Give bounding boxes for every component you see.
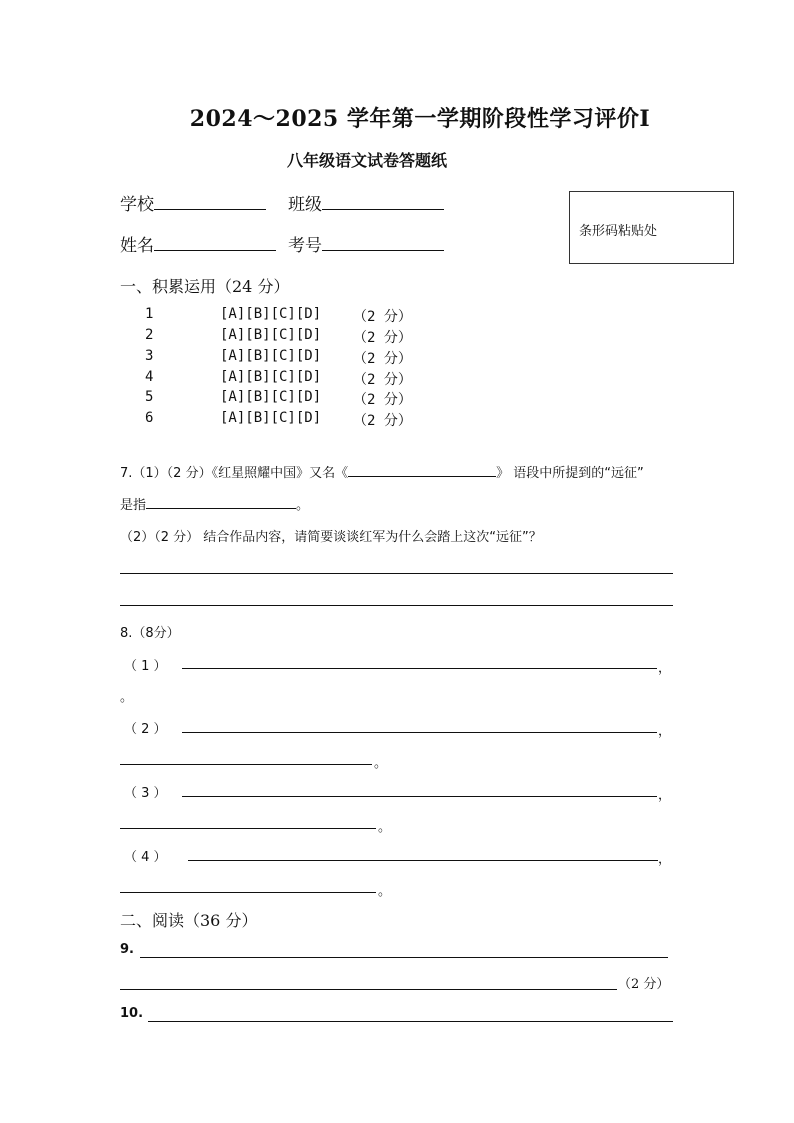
q9-label: 9.	[120, 942, 134, 957]
page-subtitle: 八年级语文试卷答题纸	[287, 151, 448, 170]
q7-prefix: 7.（1）（2 分）《红星照耀中国》又名《	[120, 466, 349, 481]
mc-number: 6	[145, 410, 154, 426]
q7-suffix: 》 语段中所提到的“远征”	[496, 466, 644, 481]
mc-number: 3	[145, 348, 154, 364]
q8-answer-line[interactable]	[120, 828, 376, 829]
q7-line2-prefix: 是指	[120, 498, 147, 513]
school-field	[120, 190, 266, 215]
barcode-box	[569, 191, 734, 264]
exam-no-label: 考号	[288, 236, 322, 256]
mc-options[interactable]: [A][B][C][D]	[220, 389, 322, 405]
q8-item-number: （ 3 ）	[124, 786, 167, 801]
q8-end-mark: 。	[120, 690, 134, 705]
mc-row[interactable]	[145, 306, 412, 325]
q8-item-number: （ 2 ）	[124, 722, 167, 737]
page-title: 2024～2025 学年第一学期阶段性学习评价Ⅰ	[189, 106, 651, 132]
q8-answer-line[interactable]	[120, 892, 376, 893]
class-input-line[interactable]	[322, 193, 444, 210]
mc-row[interactable]	[145, 327, 412, 346]
mc-points: （2 分）	[353, 392, 412, 408]
q8-item-number: （ 4 ）	[124, 850, 167, 865]
q8-answer-line[interactable]	[120, 764, 372, 765]
mc-row[interactable]	[145, 369, 412, 388]
barcode-label: 条形码粘贴处	[579, 224, 658, 239]
mc-points: （2 分）	[353, 413, 412, 429]
exam-no-input-line[interactable]	[322, 234, 444, 251]
name-field	[120, 231, 276, 256]
q7-answer-line[interactable]	[120, 605, 673, 606]
q8-comma: ，	[658, 788, 672, 803]
q8-end-mark: 。	[374, 756, 388, 771]
q8-end-mark: 。	[378, 820, 392, 835]
mc-row[interactable]	[145, 410, 412, 429]
q9-answer-line[interactable]	[120, 989, 617, 990]
q9-answer-line[interactable]	[140, 957, 668, 958]
mc-number: 2	[145, 327, 154, 343]
mc-options[interactable]: [A][B][C][D]	[220, 306, 322, 322]
q8-answer-line[interactable]	[182, 796, 657, 797]
mc-points: （2 分）	[353, 372, 412, 388]
q9-points: （2 分）	[618, 977, 670, 992]
school-input-line[interactable]	[154, 193, 266, 210]
section2-title: 二、阅读（36 分）	[120, 911, 258, 930]
mc-points: （2 分）	[353, 309, 412, 325]
q8-end-mark: 。	[378, 884, 392, 899]
q7-alt-title-line[interactable]	[348, 463, 496, 477]
mc-number: 1	[145, 306, 154, 322]
mc-options[interactable]: [A][B][C][D]	[220, 369, 322, 385]
class-label: 班级	[288, 195, 322, 215]
mc-row[interactable]	[145, 348, 412, 367]
q10-answer-line[interactable]	[148, 1021, 673, 1022]
q8-comma: ，	[658, 724, 672, 739]
mc-points: （2 分）	[353, 330, 412, 346]
q7-part1-text	[120, 462, 644, 481]
q7-meaning-line[interactable]	[146, 495, 296, 509]
name-label: 姓名	[120, 236, 154, 256]
q7-line2-suffix: 。	[296, 498, 310, 513]
q7-answer-line[interactable]	[120, 573, 673, 574]
mc-points: （2 分）	[353, 351, 412, 367]
q8-label: 8.（8分）	[120, 626, 180, 641]
mc-options[interactable]: [A][B][C][D]	[220, 348, 322, 364]
mc-number: 4	[145, 369, 154, 385]
q10-label: 10.	[120, 1006, 144, 1021]
q8-answer-line[interactable]	[182, 668, 657, 669]
q8-comma: ，	[658, 852, 672, 867]
mc-row[interactable]	[145, 389, 412, 408]
q8-answer-line[interactable]	[182, 732, 657, 733]
mc-number: 5	[145, 389, 154, 405]
mc-options[interactable]: [A][B][C][D]	[220, 327, 322, 343]
q7-part1-line2	[120, 494, 309, 513]
mc-options[interactable]: [A][B][C][D]	[220, 410, 322, 426]
name-input-line[interactable]	[154, 234, 276, 251]
q8-item-number: （ 1 ）	[124, 659, 167, 674]
exam-no-field	[288, 231, 444, 256]
q8-comma: ，	[658, 661, 672, 676]
class-field	[288, 190, 444, 215]
q7-part2-text: （2）（2 分） 结合作品内容，请简要谈谈红军为什么会踏上这次“远征”？	[120, 530, 542, 545]
school-label: 学校	[120, 195, 154, 215]
section1-title: 一、积累运用（24 分）	[120, 277, 290, 296]
q8-answer-line[interactable]	[188, 860, 658, 861]
